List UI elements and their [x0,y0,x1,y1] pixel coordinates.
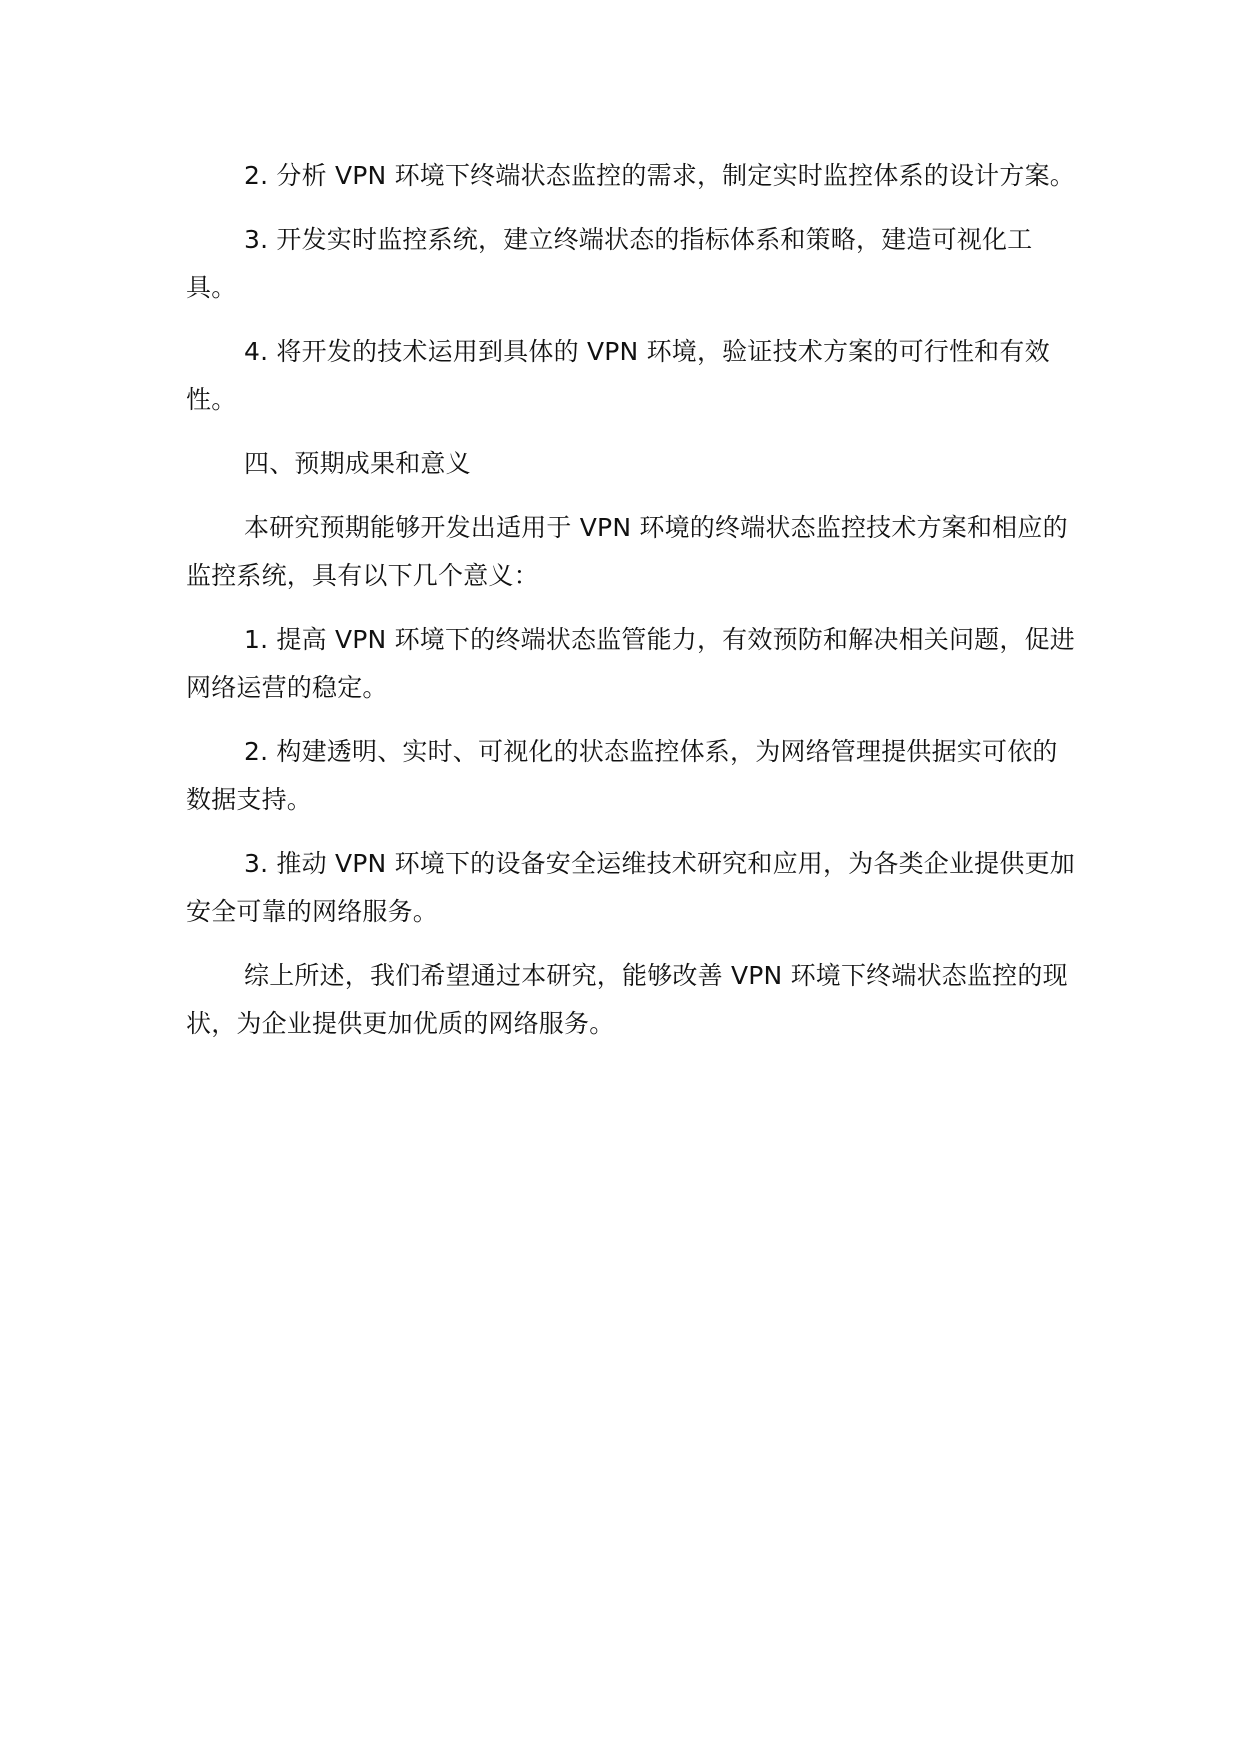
paragraph-significance-2: 2. 构建透明、实时、可视化的状态监控体系，为网络管理提供据实可依的数据支持。 [186,737,1058,814]
paragraph-significance-1: 1. 提高 VPN 环境下的终端状态监管能力，有效预防和解决相关问题，促进网络运营的稳定。 [186,625,1075,702]
document-body [186,152,1076,1064]
paragraph-expected-intro: 本研究预期能够开发出适用于 VPN 环境的终端状态监控技术方案和相应的监控系统，具有以下几个意义： [186,513,1068,590]
section-heading-expected-results: 四、预期成果和意义 [244,449,471,478]
paragraph-objective-3: 3. 开发实时监控系统，建立终端状态的指标体系和策略，建造可视化工具。 [186,225,1033,302]
paragraph-conclusion: 综上所述，我们希望通过本研究，能够改善 VPN 环境下终端状态监控的现状，为企业提供更加优质的网络服务。 [186,961,1068,1038]
paragraph-objective-4: 4. 将开发的技术运用到具体的 VPN 环境，验证技术方案的可行性和有效性。 [186,337,1050,414]
paragraph-objective-2: 2. 分析 VPN 环境下终端状态监控的需求，制定实时监控体系的设计方案。 [244,161,1075,190]
paragraph-significance-3: 3. 推动 VPN 环境下的设备安全运维技术研究和应用，为各类企业提供更加安全可靠的网络服务。 [186,849,1075,926]
